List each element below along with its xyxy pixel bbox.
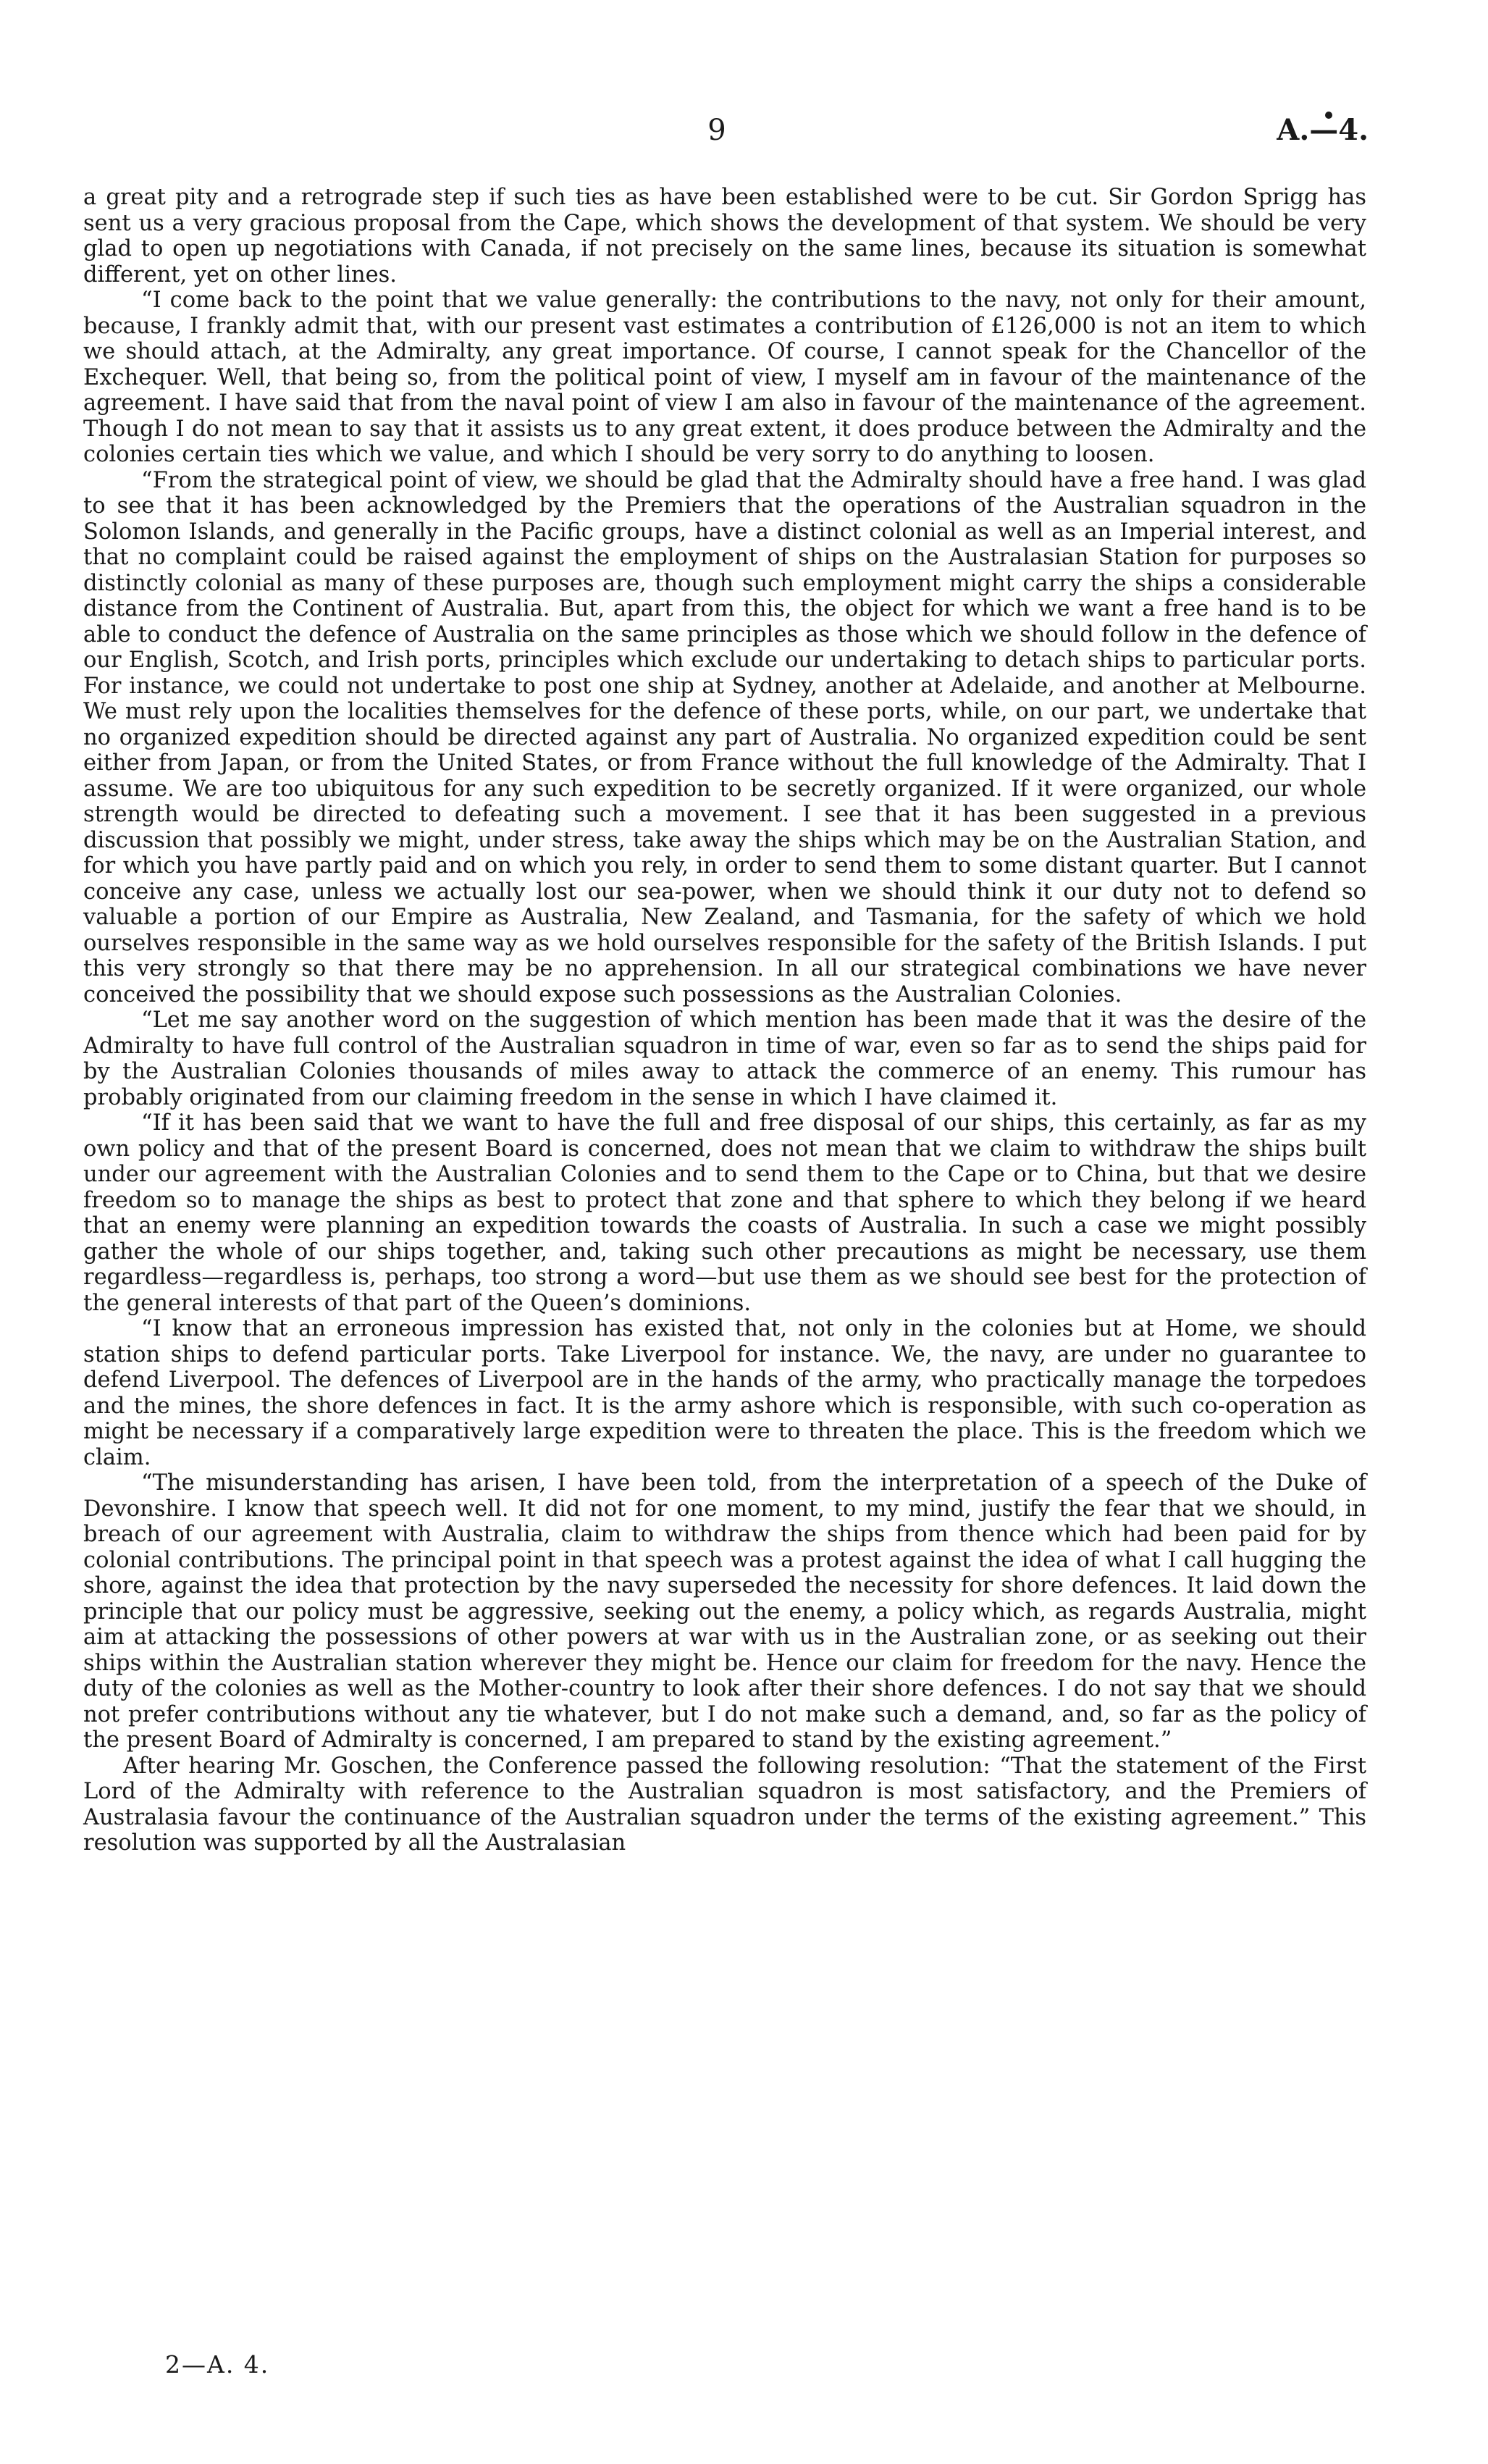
paragraph-continuation: a great pity and a retrograde step if such ties as have been established were to be cut. Sir Gordon Sprigg has sent us a very gracious proposal from the Cape, which shows the development of that system. We should be very glad to open up negotiations with Canada, if not precisely on the same lines, because its situation is somewhat different, yet on other lines.	[83, 185, 1366, 288]
page-number: 9	[707, 114, 726, 147]
page-header	[0, 109, 1488, 152]
signature-mark: 2—A. 4.	[165, 2350, 270, 2379]
paragraph-full-control: “Let me say another word on the suggestion of which mention has been made that it was the desire of the Admiralty to have full control of the Australian squadron in time of war, even so far as to send the ships paid for by the Australian Colonies thousands of miles away to attack the commerce of an enemy. This rumour has probably originated from our claiming freedom in the sense in which I have claimed it.	[83, 1007, 1366, 1110]
paragraph-free-disposal: “If it has been said that we want to have the full and free disposal of our ships, this certainly, as far as my own policy and that of the present Board is concerned, does not mean that we claim to withdraw the ships built under our agreement with the Australian Colonies and to send them to the Cape or to China, but that we desire freedom so to manage the ships as best to protect that zone and that sphere to which they belong if we heard that an enemy were planning an expedition towards the coasts of Australia. In such a case we might possibly gather the whole of our ships together, and, taking such other precautions as might be necessary, use them regardless—regardless is, perhaps, too strong a word—but use them as we should see best for the protection of the general interests of that part of the Queen’s dominions.	[83, 1110, 1366, 1316]
paragraph-strategical: “From the strategical point of view, we should be glad that the Admiralty should have a free hand. I was glad to see that it has been acknowledged by the Premiers that the operations of the Australian squadron in the Solomon Islands, and generally in the Pacific groups, have a distinct colonial as well as an Imperial interest, and that no complaint could be raised against the employment of ships on the Australasian Station for purposes so distinctly colonial as many of these purposes are, though such employment might carry the ships a considerable distance from the Continent of Australia. But, apart from this, the object for which we want a free hand is to be able to conduct the defence of Australia on the same principles as those which we should follow in the defence of our English, Scotch, and Irish ports, principles which exclude our undertaking to detach ships to particular ports. For instance, we could not undertake to post one ship at Sydney, another at Adelaide, and another at Melbourne. We must rely upon the localities themselves for the defence of these ports, while, on our part, we undertake that no organized expedition should be directed against any part of Australia. No organized expedition could be sent either from Japan, or from the United States, or from France without the full knowledge of the Admiralty. That I assume. We are too ubiquitous for any such expedition to be secretly organized. If it were organized, our whole strength would be directed to defeating such a movement. I see that it has been suggested in a previous discussion that possibly we might, under stress, take away the ships which may be on the Australian Station, and for which you have partly paid and on which you rely, in order to send them to some distant quarter. But I cannot conceive any case, unless we actually lost our sea-power, when we should think it our duty not to defend so valuable a portion of our Empire as Australia, New Zealand, and Tasmania, for the safety of which we hold ourselves responsible in the same way as we hold ourselves responsible for the safety of the British Islands. I put this very strongly so that there may be no apprehension. In all our strategical combinations we have never conceived the possibility that we should expose such possessions as the Australian Colonies.	[83, 467, 1366, 1007]
paragraph-liverpool: “I know that an erroneous impression has existed that, not only in the colonies but at Home, we should station ships to defend particular ports. Take Liverpool for instance. We, the navy, are under no guarantee to defend Liverpool. The defences of Liverpool are in the hands of the army, who practically manage the torpedoes and the mines, the shore defences in fact. It is the army ashore which is responsible, with such co-operation as might be necessary if a comparatively large expedition were to threaten the place. This is the freedom which we claim.	[83, 1316, 1366, 1470]
paragraph-contributions: “I come back to the point that we value generally: the contributions to the navy, not only for their amount, because, I frankly admit that, with our present vast estimates a contribution of £126,000 is not an item to which we should attach, at the Admiralty, any great importance. Of course, I cannot speak for the Chancellor of the Exchequer. Well, that being so, from the political point of view, I myself am in favour of the maintenance of the agreement. I have said that from the naval point of view I am also in favour of the maintenance of the agreement. Though I do not mean to say that it assists us to any great extent, it does produce between the Admiralty and the colonies certain ties which we value, and which I should be very sorry to do anything to loosen.	[83, 288, 1366, 467]
paragraph-misunderstanding: “The misunderstanding has arisen, I have been told, from the interpretation of a speech of the Duke of Devonshire. I know that speech well. It did not for one moment, to my mind, justify the fear that we should, in breach of our agreement with Australia, claim to withdraw the ships from thence which had been paid for by colonial contributions. The principal point in that speech was a protest against the idea of what I call hugging the shore, against the idea that protection by the navy superseded the necessity for shore defences. It laid down the principle that our policy must be aggressive, seeking out the enemy, a policy which, as regards Australia, might aim at attacking the possessions of other powers at war with us in the Australian zone, or as seeking out their ships within the Australian station wherever they might be. Hence our claim for freedom for the navy. Hence the duty of the colonies as well as the Mother-country to look after their shore defences. I do not say that we should not prefer contributions without any tie whatever, but I do not make such a demand, and, so far as the policy of the present Board of Admiralty is concerned, I am prepared to stand by the existing agreement.”	[83, 1470, 1366, 1753]
paragraph-resolution: After hearing Mr. Goschen, the Conference passed the following resolution: “That the statement of the First Lord of the Admiralty with reference to the Australian squadron is most satisfactory, and the Premiers of Australasia favour the continuance of the Australian squadron under the terms of the existing agreement.” This resolution was supported by all the Australasian	[83, 1753, 1366, 1856]
body-text	[83, 185, 1366, 1856]
document-reference: A.—4.	[1277, 113, 1369, 147]
